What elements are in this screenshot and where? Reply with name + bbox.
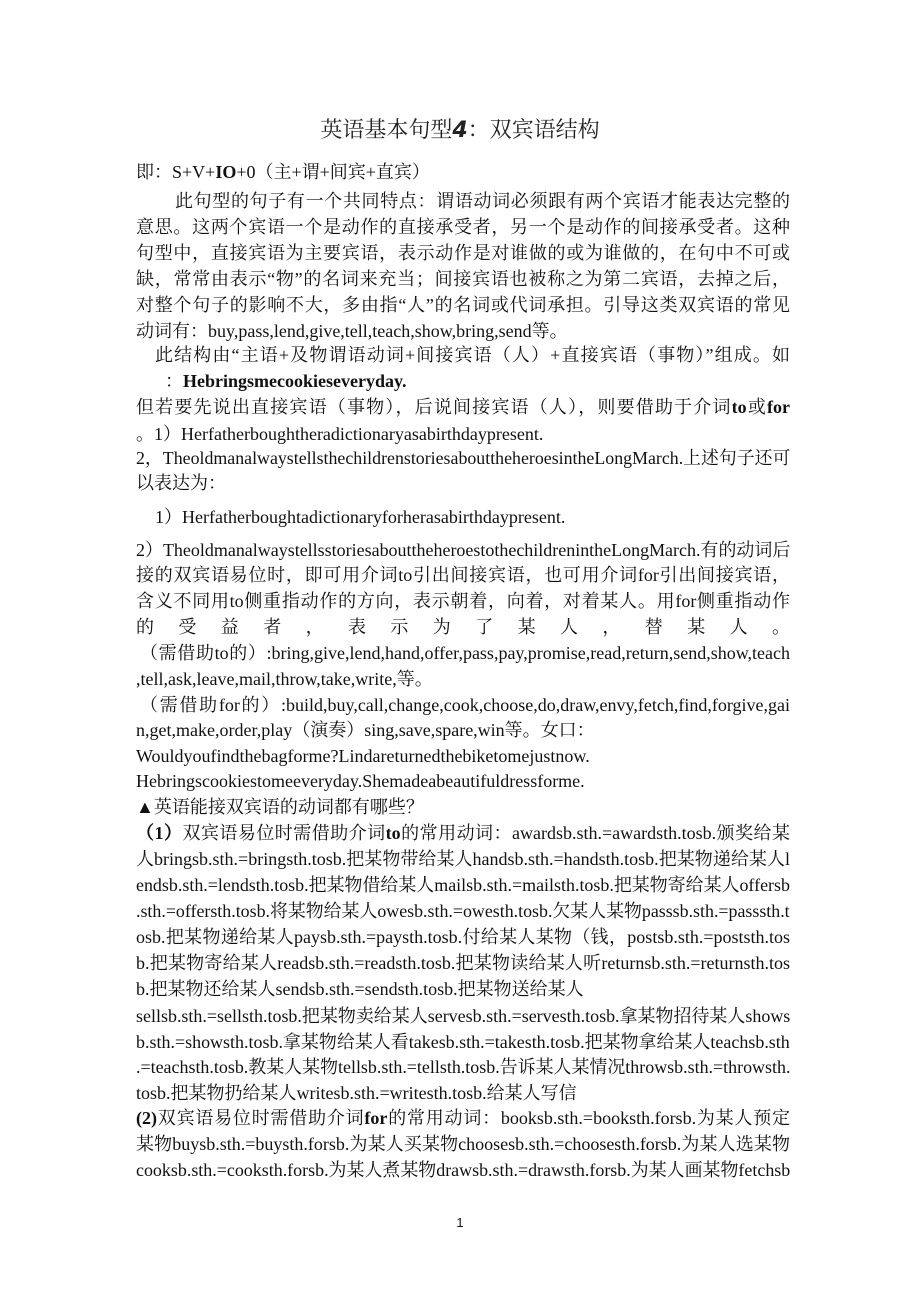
text-segment: .=teachsth.tosb.教某人某物tellsb.sth.=tellsth.tosb.告诉某人某情况throwsb.sth.=throwsth. [136, 1057, 791, 1077]
text-segment: （需借助for的）:build,buy,call,change,cook,choose,do,draw,envy,fetch,find,forgive,gai [140, 695, 790, 715]
text-line [136, 293, 790, 317]
text-segment: 句型中，直接宾语为主要宾语，表示动作是对谁做的或为谁做的，在句中不可或 [136, 243, 790, 263]
text-segment: 但若要先说出直接宾语（事物），后说间接宾语（人），则要借助于介词 [136, 397, 732, 417]
text-segment: +0（主+谓+间宾+直宾） [236, 162, 430, 182]
text-segment: for [767, 397, 791, 417]
text-segment: 2）TheoldmanalwaystellsstoriesabouttheheroestothechildrenintheLongMarch.有的动词后 [136, 540, 791, 560]
text-segment: ： [165, 371, 183, 391]
text-segment: b.把某物还给某人sendsb.sth.=sendsth.tosb.把某物送给某人 [136, 979, 584, 999]
text-segment: 此结构由“主语+及物谓语动词+间接宾语（人）+直接宾语（事物）”组成。如 [155, 345, 790, 365]
document-title [0, 117, 920, 145]
text-line [175, 189, 790, 213]
text-line [136, 319, 568, 343]
text-segment: ▲英语能接双宾语的动词都有哪些？ [136, 797, 424, 817]
text-line [155, 505, 565, 529]
text-line [136, 422, 543, 446]
text-line [136, 873, 790, 897]
text-segment: （1） [136, 823, 183, 843]
text-line [136, 563, 790, 587]
text-line [136, 471, 226, 495]
text-line [136, 821, 790, 845]
text-segment: Wouldyoufindthebagforme?Lindareturnedthebiketomejustnow. [136, 746, 590, 766]
text-segment: （需借助to的）:bring,give,lend,hand,offer,pass,pay,promise,read,return,send,show,teach [140, 643, 790, 663]
text-segment: 的受益者，表示为了某人，替某人。 [136, 617, 790, 637]
text-line [136, 925, 790, 949]
text-line [136, 538, 790, 562]
text-line [140, 693, 790, 717]
text-segment: Hebringscookiestomeeveryday.Shemadeabeautifuldressforme. [136, 771, 585, 791]
text-line [136, 899, 790, 923]
text-segment: 以表达为： [136, 473, 226, 493]
text-line [136, 241, 790, 265]
text-segment: b.把某物寄给某人readsb.sth.=readsth.tosb.把某物读给某人听returnsb.sth.=returnsth.tos [136, 953, 790, 973]
text-segment: tosb.把某物扔给某人writesb.sth.=writesth.tosb.给某人写信 [136, 1083, 577, 1103]
text-segment: 2，TheoldmanalwaystellsthechildrenstoriesabouttheheroesintheLongMarch.上述句子还可 [136, 448, 791, 468]
text-segment: 意思。这两个宾语一个是动作的直接承受者，另一个是动作的间接承受者。这种 [136, 217, 790, 237]
text-segment: 4 [452, 118, 468, 143]
text-line [136, 1030, 790, 1054]
text-segment: 含义不同用to侧重指动作的方向，表示朝着，向着，对着某人。用for侧重指动作 [136, 591, 790, 611]
text-line [136, 215, 790, 239]
text-line [136, 1132, 790, 1156]
text-line [136, 847, 790, 871]
text-line [136, 160, 430, 184]
text-segment: 。1）Herfatherboughtheradictionaryasabirthdaypresent. [136, 424, 544, 444]
text-line [136, 589, 790, 613]
text-line [136, 1004, 790, 1028]
text-segment: osb.把某物递给某人paysb.sth.=paysth.tosb.付给某人某物（钱，postsb.sth.=poststh.tos [136, 927, 790, 947]
text-line [155, 343, 790, 367]
text-segment: 缺，常常由表示“物”的名词来充当；间接宾语也被称之为第二宾语，去掉之后， [136, 269, 790, 289]
text-segment: 英语基本句型 [320, 118, 453, 143]
text-segment: 双宾语易位时需借助介词 [157, 1108, 365, 1128]
text-line [136, 615, 790, 639]
text-segment: 的常用动词：awardsb.sth.=awardsth.tosb.颁奖给某 [400, 823, 791, 843]
text-line [136, 744, 590, 768]
text-line [136, 795, 424, 819]
text-line [136, 446, 790, 470]
text-line [136, 977, 584, 1001]
text-segment: for [364, 1108, 388, 1128]
text-segment: 双宾语易位时需借助介词 [182, 823, 386, 843]
text-segment: 接的双宾语易位时，即可用介词to引出间接宾语，也可用介词for引出间接宾语， [136, 565, 790, 585]
text-segment: ：双宾语结构 [467, 118, 600, 143]
text-line [136, 769, 585, 793]
text-segment: sellsb.sth.=sellsth.tosb.把某物卖给某人servesb.sth.=servesth.tosb.拿某物招待某人shows [136, 1006, 791, 1026]
text-segment: b.sth.=showsth.tosb.拿某物给某人看takesb.sth.=takesth.tosb.把某物拿给某人teachsb.sth [136, 1032, 790, 1052]
text-segment: 对整个句子的影响不大，多由指“人”的名词或代词承担。引导这类双宾语的常见 [136, 295, 790, 315]
text-segment: 的常用动词：booksb.sth.=booksth.forsb.为某人预定 [387, 1108, 790, 1128]
text-segment: to [731, 397, 747, 417]
text-line [136, 667, 433, 691]
text-segment: to [385, 823, 401, 843]
text-segment: ,tell,ask,leave,mail,throw,take,write,等。 [136, 669, 433, 689]
text-line [136, 1106, 790, 1130]
text-line [136, 1055, 790, 1079]
text-line [136, 1158, 790, 1182]
text-line [136, 267, 790, 291]
text-segment: n,get,make,order,play（演奏）sing,save,spare,win等。女口： [136, 720, 595, 740]
text-segment: 某物buysb.sth.=buysth.forsb.为某人买某物choosesb.sth.=choosesth.forsb.为某人选某物 [136, 1134, 790, 1154]
text-line [165, 369, 406, 393]
text-segment: 动词有：buy,pass,lend,give,tell,teach,show,bring,send等。 [136, 321, 568, 341]
text-segment: 或 [746, 397, 768, 417]
text-segment: 1）Herfatherboughtadictionaryforherasabirthdaypresent. [155, 507, 566, 527]
text-line [136, 395, 790, 419]
page-number: 1 [456, 1215, 464, 1230]
text-segment: (2) [136, 1108, 157, 1128]
text-segment: 此句型的句子有一个共同特点：谓语动词必须跟有两个宾语才能表达完整的 [175, 191, 790, 211]
text-segment: 人bringsb.sth.=bringsth.tosb.把某物带给某人handsb.sth.=handsth.tosb.把某物递给某人l [136, 849, 790, 869]
text-segment: .sth.=offersth.tosb.将某物给某人owesb.sth.=owesth.tosb.欠某人某物passsb.sth.=passsth.t [136, 901, 790, 921]
text-line [136, 951, 790, 975]
text-segment: endsb.sth.=lendsth.tosb.把某物借给某人mailsb.sth.=mailsth.tosb.把某物寄给某人offersb [136, 875, 790, 895]
text-segment: 即：S+V+ [136, 162, 216, 182]
text-segment: Hebringsmecookieseveryday. [183, 371, 407, 391]
text-line [136, 1081, 577, 1105]
text-line [136, 718, 595, 742]
text-segment: IO [215, 162, 237, 182]
text-line [140, 641, 790, 665]
text-segment: cooksb.sth.=cooksth.forsb.为某人煮某物drawsb.sth.=drawsth.forsb.为某人画某物fetchsb [136, 1160, 791, 1180]
